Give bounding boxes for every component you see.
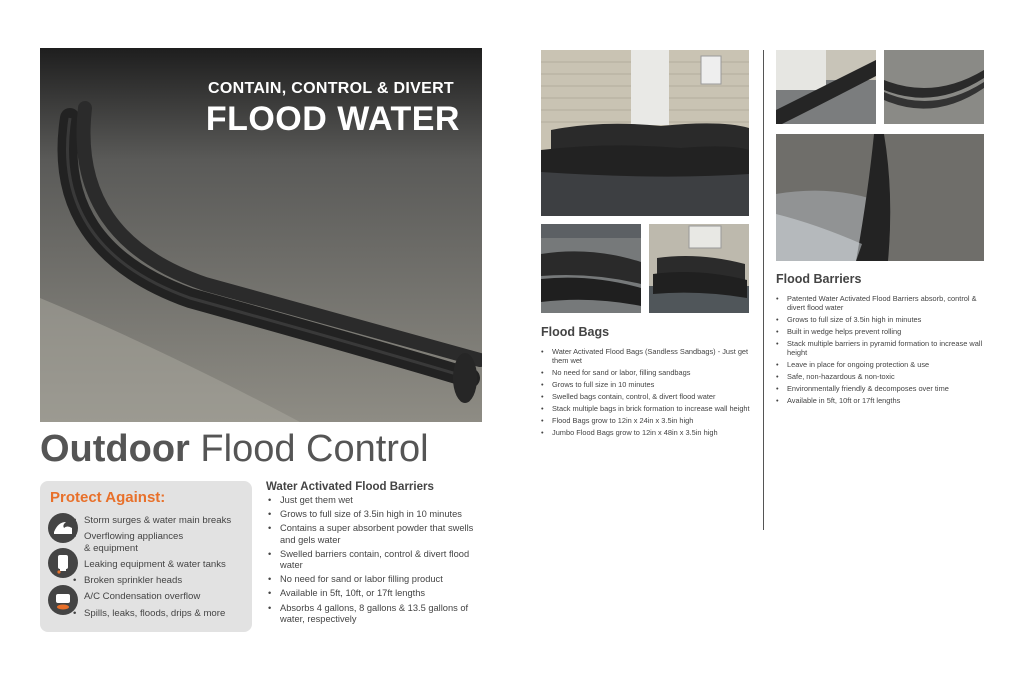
hero-subtitle: CONTAIN, CONTROL & DIVERT <box>207 80 454 97</box>
hero-title: FLOOD WATER <box>205 100 460 138</box>
list-item: • Swelled bags contain, control, & divert flood water <box>552 392 752 401</box>
page-title <box>40 428 429 471</box>
list-item: • Spills, leaks, floods, drips & more <box>84 608 225 620</box>
list-item: • Leaking equipment & water tanks <box>84 559 226 571</box>
list-item: • A/C Condensation overflow <box>84 591 200 603</box>
list-item: • Available in 5ft, 10ft or 17ft lengths <box>787 396 987 405</box>
list-item: • Contains a super absorbent powder that swells and gels water <box>280 523 490 546</box>
list-item: • Flood Bags grow to 12in x 24in x 3.5in high <box>552 416 752 425</box>
list-item: • Water Activated Flood Bags (Sandless Sandbags) - Just get them wet <box>552 347 752 365</box>
list-item: • Leave in place for ongoing protection & use <box>787 360 987 369</box>
water-activated-list <box>280 495 490 628</box>
list-item: • Grows to full size in 10 minutes <box>552 380 752 389</box>
water-activated-title: Water Activated Flood Barriers <box>266 481 434 493</box>
flood-bags-stack-photo <box>541 224 641 313</box>
flood-barrier-street-photo <box>776 134 984 261</box>
hero-photo <box>40 48 482 422</box>
list-item: • Swelled barriers contain, control & divert flood water <box>280 549 490 572</box>
list-item: • Patented Water Activated Flood Barriers absorb, control & divert flood water <box>787 294 987 312</box>
column-divider <box>763 50 764 530</box>
list-item: • No need for sand or labor, filling sandbags <box>552 368 752 377</box>
flood-barriers-title: Flood Barriers <box>776 272 862 286</box>
flood-bags-wall-photo <box>649 224 749 313</box>
list-item: • Built in wedge helps prevent rolling <box>787 327 987 336</box>
flood-barrier-curve-photo <box>884 50 984 124</box>
list-item: • Stack multiple bags in brick formation to increase wall height <box>552 404 752 413</box>
list-item: • Just get them wet <box>280 495 490 507</box>
list-item: • Grows to full size of 3.5in high in minutes <box>787 315 987 324</box>
list-item: & equipment <box>84 543 138 554</box>
list-item: • Stack multiple barriers in pyramid formation to increase wall height <box>787 339 987 357</box>
list-item: • Grows to full size of 3.5in high in 10 minutes <box>280 509 490 521</box>
flood-barrier-door-photo <box>776 50 876 124</box>
list-item: • Available in 5ft, 10ft, or 17ft lengths <box>280 588 490 600</box>
list-item: • Absorbs 4 gallons, 8 gallons & 13.5 gallons of water, respectively <box>280 603 490 626</box>
list-item: • Overflowing appliances <box>84 531 183 543</box>
list-item: • No need for sand or labor filling product <box>280 574 490 586</box>
list-item: • Environmentally friendly & decomposes over time <box>787 384 987 393</box>
list-item: • Safe, non-hazardous & non-toxic <box>787 372 987 381</box>
list-item: • Jumbo Flood Bags grow to 12in x 48in x 3.5in high <box>552 428 752 437</box>
flood-bags-title: Flood Bags <box>541 325 610 339</box>
list-item: • Broken sprinkler heads <box>84 575 182 587</box>
list-item: • Storm surges & water main breaks <box>84 515 231 527</box>
flood-bags-house-photo <box>541 50 749 216</box>
protect-against-panel <box>40 481 252 632</box>
protect-against-title: Protect Against: <box>50 489 166 506</box>
page-title-regular: Flood Control <box>200 428 429 470</box>
flood-barriers-list <box>787 294 987 408</box>
page-title-bold: Outdoor <box>40 428 190 470</box>
flood-bags-list <box>552 347 752 440</box>
